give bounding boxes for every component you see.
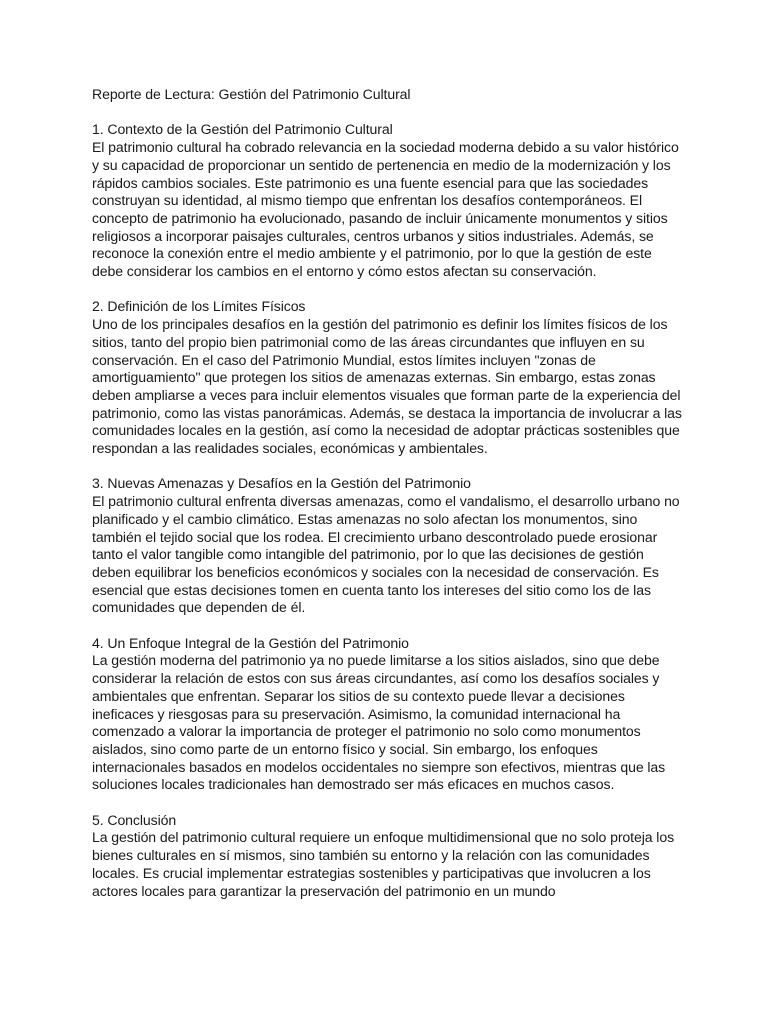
section-physical-limits [92, 298, 686, 457]
section-body: El patrimonio cultural ha cobrado relevancia en la sociedad moderna debido a su valor histórico y su capacidad de proporcionar un sentido de pertenencia en medio de la modernización y los rápidos cambios sociales. Este patrimonio es una fuente esencial para que las sociedades construyan su identidad, al mismo tiempo que enfrentan los desafíos contemporáneos. El concepto de patrimonio ha evolucionado, pasando de incluir únicamente monumentos y sitios religiosos a incorporar paisajes culturales, centros urbanos y sitios industriales. Además, se reconoce la conexión entre el medio ambiente y el patrimonio, por lo que la gestión de este debe considerar los cambios en el entorno y cómo estos afectan su conservación. [92, 139, 679, 280]
section-heading: 4. Un Enfoque Integral de la Gestión del Patrimonio [92, 634, 409, 651]
section-integral-approach [92, 635, 686, 794]
section-body: El patrimonio cultural enfrenta diversas amenazas, como el vandalismo, el desarrollo urbano no planificado y el cambio climático. Estas amenazas no solo afectan los monumentos, sino también el tejido social que los rodea. El crecimiento urbano descontrolado puede erosionar tanto el valor tangible como intangible del patrimonio, por lo que las decisiones de gestión deben equilibrar los beneficios económicos y sociales con la necesidad de conservación. Es esencial que estas decisiones tomen en cuenta tanto los intereses del sitio como los de las comunidades que dependen de él. [92, 493, 680, 616]
section-heading: 3. Nuevas Amenazas y Desafíos en la Gestión del Patrimonio [92, 475, 471, 492]
section-body: La gestión moderna del patrimonio ya no puede limitarse a los sitios aislados, sino que debe considerar la relación de estos con sus áreas circundantes, así como los desafíos sociales y ambientales que enfrentan. Separar los sitios de su contexto puede llevar a decisiones ineficaces y riesgosas para su preservación. Asimismo, la comunidad internacional ha comenzado a valorar la importancia de proteger el patrimonio no solo como monumentos aislados, sino como parte de un entorno físico y social. Sin embargo, los enfoques internacionales basados en modelos occidentales no siempre son efectivos, mientras que las soluciones locales tradicionales han demostrado ser más eficaces en muchos casos. [92, 652, 666, 793]
section-context [92, 121, 686, 280]
document-title: Reporte de Lectura: Gestión del Patrimonio Cultural [92, 86, 411, 102]
section-heading: 5. Conclusión [92, 811, 177, 828]
section-conclusion [92, 812, 686, 901]
section-body: Uno de los principales desafíos en la gestión del patrimonio es definir los límites físicos de los sitios, tanto del propio bien patrimonial como de las áreas circundantes que influyen en su conservación. En el caso del Patrimonio Mundial, estos límites incluyen "zonas de amortiguamiento" que protegen los sitios de amenazas externas. Sin embargo, estas zonas deben ampliarse a veces para incluir elementos visuales que forman parte de la experiencia del patrimonio, como las vistas panorámicas. Además, se destaca la importancia de involucrar a las comunidades locales en la gestión, así como la necesidad de adoptar prácticas sostenibles que respondan a las realidades sociales, económicas y ambientales. [92, 316, 682, 457]
section-body: La gestión del patrimonio cultural requiere un enfoque multidimensional que no solo proteja los bienes culturales en sí mismos, sino también su entorno y la relación con las comunidades locales. Es crucial implementar estrategias sostenibles y participativas que involucren a los actores locales para garantizar la preservación del patrimonio en un mundo [92, 829, 675, 899]
section-heading: 2. Definición de los Límites Físicos [92, 298, 306, 315]
document-content [92, 86, 686, 918]
section-heading: 1. Contexto de la Gestión del Patrimonio Cultural [92, 121, 393, 138]
section-new-threats [92, 475, 686, 617]
